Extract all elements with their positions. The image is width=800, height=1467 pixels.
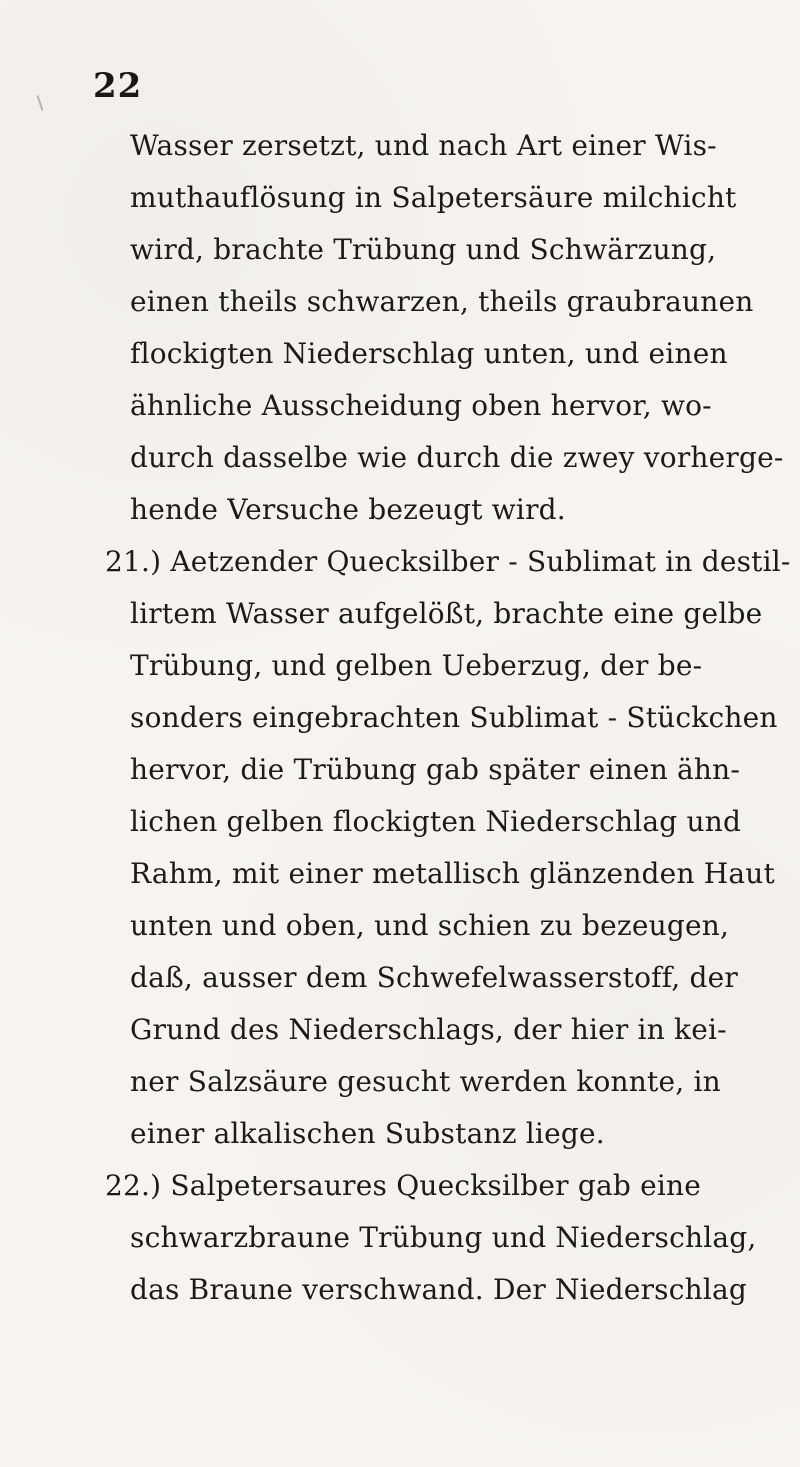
- page-number: 22: [93, 66, 143, 106]
- text-line: hende Versuche bezeugt wird.: [130, 493, 566, 526]
- text-line: Grund des Niederschlags, der hier in kei-: [130, 1013, 727, 1046]
- paper-mark: [37, 95, 44, 111]
- text-line: durch dasselbe wie durch die zwey vorherge-: [130, 441, 784, 474]
- text-line: schwarzbraune Trübung und Niederschlag,: [130, 1221, 757, 1254]
- text-line: sonders eingebrachten Sublimat - Stückchen: [130, 701, 778, 734]
- text-line: flockigten Niederschlag unten, und einen: [130, 337, 728, 370]
- text-line: ner Salzsäure gesucht werden konnte, in: [130, 1065, 721, 1098]
- text-line: ähnliche Ausscheidung oben hervor, wo-: [130, 389, 712, 422]
- numbered-paragraph-start: 21.) Aetzender Quecksilber - Sublimat in destil-: [105, 545, 791, 578]
- text-line: das Braune verschwand. Der Niederschlag: [130, 1273, 748, 1306]
- text-line: lirtem Wasser aufgelößt, brachte eine gelbe: [130, 597, 763, 630]
- text-line: unten und oben, und schien zu bezeugen,: [130, 909, 730, 942]
- text-line: einen theils schwarzen, theils graubraunen: [130, 285, 754, 318]
- text-line: hervor, die Trübung gab später einen ähn-: [130, 753, 741, 786]
- text-line: muthauflösung in Salpetersäure milchicht: [130, 181, 737, 214]
- text-line: Trübung, und gelben Ueberzug, der be-: [130, 649, 703, 682]
- text-line: daß, ausser dem Schwefelwasserstoff, der: [130, 961, 738, 994]
- body-text: [105, 120, 791, 1316]
- numbered-paragraph-start: 22.) Salpetersaures Quecksilber gab eine: [105, 1169, 702, 1202]
- text-line: lichen gelben flockigten Niederschlag und: [130, 805, 742, 838]
- text-line: einer alkalischen Substanz liege.: [130, 1117, 605, 1150]
- text-line: Wasser zersetzt, und nach Art einer Wis-: [130, 129, 717, 162]
- text-line: Rahm, mit einer metallisch glänzenden Haut: [130, 857, 775, 890]
- text-line: wird, brachte Trübung und Schwärzung,: [130, 233, 717, 266]
